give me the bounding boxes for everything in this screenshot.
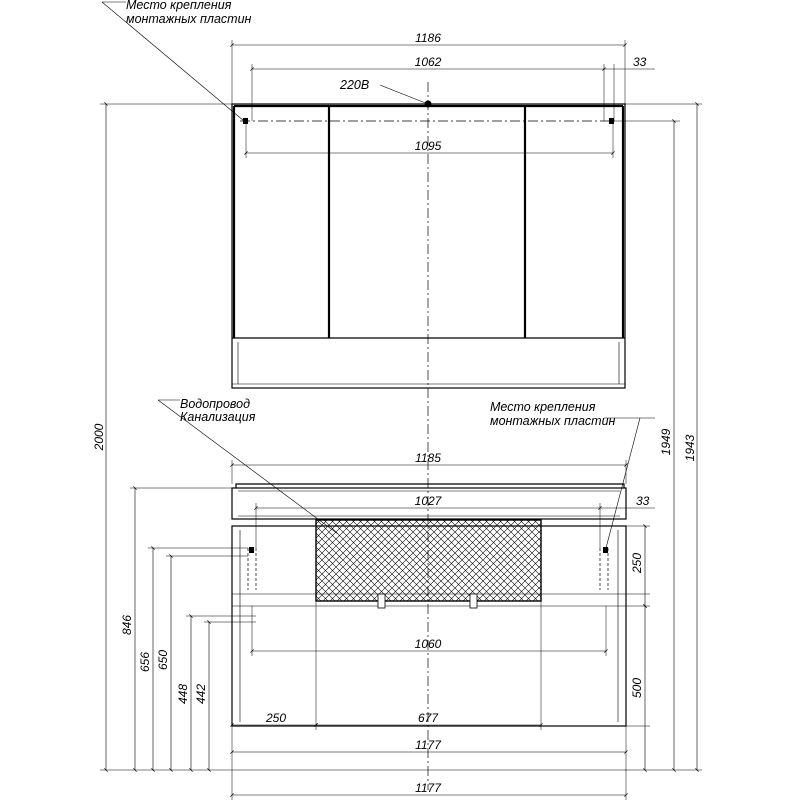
drain-left xyxy=(378,594,385,608)
dim-height-656: 656 xyxy=(138,651,152,673)
dim-total-height: 2000 xyxy=(92,423,106,451)
dim-cabinet-plate-offset: 33 xyxy=(636,494,650,508)
countertop-top xyxy=(236,484,624,488)
dim-cabinet-top-width: 1185 xyxy=(415,451,441,465)
mirror-cabinet xyxy=(232,78,625,388)
dim-mirror-plate-height: 1949 xyxy=(659,428,673,456)
mirror-mount-note xyxy=(102,0,252,121)
cabinet-mount-label-2: монтажных пластин xyxy=(490,414,616,428)
power-leader xyxy=(380,85,428,104)
dim-mirror-total-width: 1186 xyxy=(415,31,441,45)
dim-mirror-plate-offset: 33 xyxy=(633,55,647,69)
dim-height-846: 846 xyxy=(120,614,134,636)
dim-height-442: 442 xyxy=(194,683,208,705)
power-label: 220В xyxy=(340,78,370,92)
cabinet-dimensions xyxy=(232,451,655,800)
dim-pipe-zone-width: 677 xyxy=(417,711,439,725)
cabinet-plate-marker xyxy=(603,547,608,553)
dim-cabinet-width-lower: 1177 xyxy=(415,781,441,795)
dim-cabinet-width-upper: 1177 xyxy=(415,738,441,752)
dim-cabinet-inner-width: 1060 xyxy=(414,637,442,651)
dim-cabinet-plate-span: 1027 xyxy=(414,494,442,508)
dim-cabinet-zone-height: 250 xyxy=(630,552,644,574)
mirror-dimensions xyxy=(232,31,655,158)
dim-mirror-plate-span: 1062 xyxy=(414,55,442,69)
dim-height-448: 448 xyxy=(176,683,190,705)
overall-heights xyxy=(92,104,702,770)
plumbing-note xyxy=(158,397,338,534)
plumbing-label-2: Канализация xyxy=(180,410,256,424)
drain-right xyxy=(470,594,477,608)
dim-cabinet-body-height: 500 xyxy=(630,677,644,699)
cabinet-plate-marker xyxy=(249,547,254,553)
left-heights xyxy=(120,488,256,770)
plumbing-zone xyxy=(316,520,541,601)
dim-height-650: 650 xyxy=(156,649,170,671)
mirror-mount-label-1: Место крепления xyxy=(126,0,232,12)
dim-pipe-offset-left: 250 xyxy=(265,711,287,725)
dim-mirror-top-height: 1943 xyxy=(683,434,697,462)
dim-mirror-inner-span: 1095 xyxy=(414,139,442,153)
cabinet-mount-leader xyxy=(606,418,640,548)
plumbing-label-1: Водопровод xyxy=(180,397,251,411)
base-cabinet xyxy=(232,484,626,770)
cabinet-mount-label-1: Место крепления xyxy=(490,400,596,414)
mirror-mount-label-2: монтажных пластин xyxy=(126,12,252,26)
